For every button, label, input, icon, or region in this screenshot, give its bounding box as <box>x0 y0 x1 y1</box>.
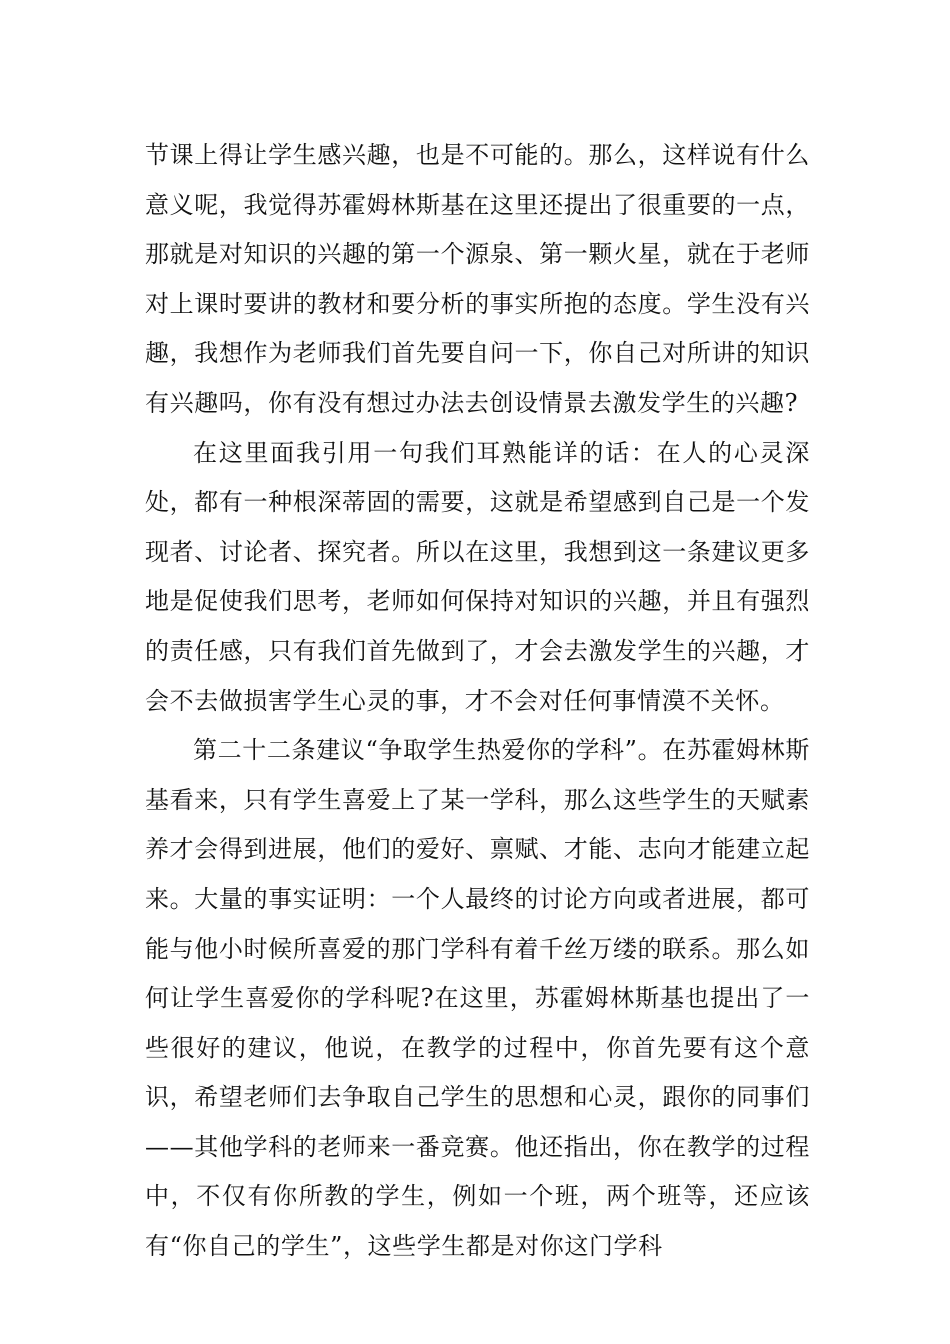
body-text <box>145 131 810 1272</box>
paragraph-quote: 在这里面我引用一句我们耳熟能详的话：在人的心灵深处，都有一种根深蒂固的需要，这就是希望感到自己是一个发现者、讨论者、探究者。所以在这里，我想到这一条建议更多地是促使我们思考，老师如何保持对知识的兴趣，并且有强烈的责任感，只有我们首先做到了，才会去激发学生的兴趣，才会不去做损害学生心灵的事，才不会对任何事情漠不关怀。 <box>145 438 810 715</box>
paragraph-continuation: 节课上得让学生感兴趣，也是不可能的。那么，这样说有什么意义呢，我觉得苏霍姆林斯基在这里还提出了很重要的一点，那就是对知识的兴趣的第一个源泉、第一颗火星，就在于老师对上课时要讲的教材和要分析的事实所抱的态度。学生没有兴趣，我想作为老师我们首先要自问一下，你自己对所讲的知识有兴趣吗，你有没有想过办法去创设情景去激发学生的兴趣? <box>145 141 810 417</box>
paragraph-suggestion-22: 第二十二条建议“争取学生热爱你的学科”。在苏霍姆林斯基看来，只有学生喜爱上了某一学科，那么这些学生的天赋素养才会得到进展，他们的爱好、禀赋、才能、志向才能建立起来。大量的事实证明：一个人最终的讨论方向或者进展，都可能与他小时候所喜爱的那门学科有着千丝万缕的联系。那么如何让学生喜爱你的学科呢?在这里，苏霍姆林斯基也提出了一些很好的建议，他说，在教学的过程中，你首先要有这个意识，希望老师们去争取自己学生的思想和心灵，跟你的同事们——其他学科的老师来一番竞赛。他还指出，你在教学的过程中，不仅有你所教的学生，例如一个班，两个班等，还应该有“你自己的学生”，这些学生都是对你这门学科 <box>145 736 810 1261</box>
